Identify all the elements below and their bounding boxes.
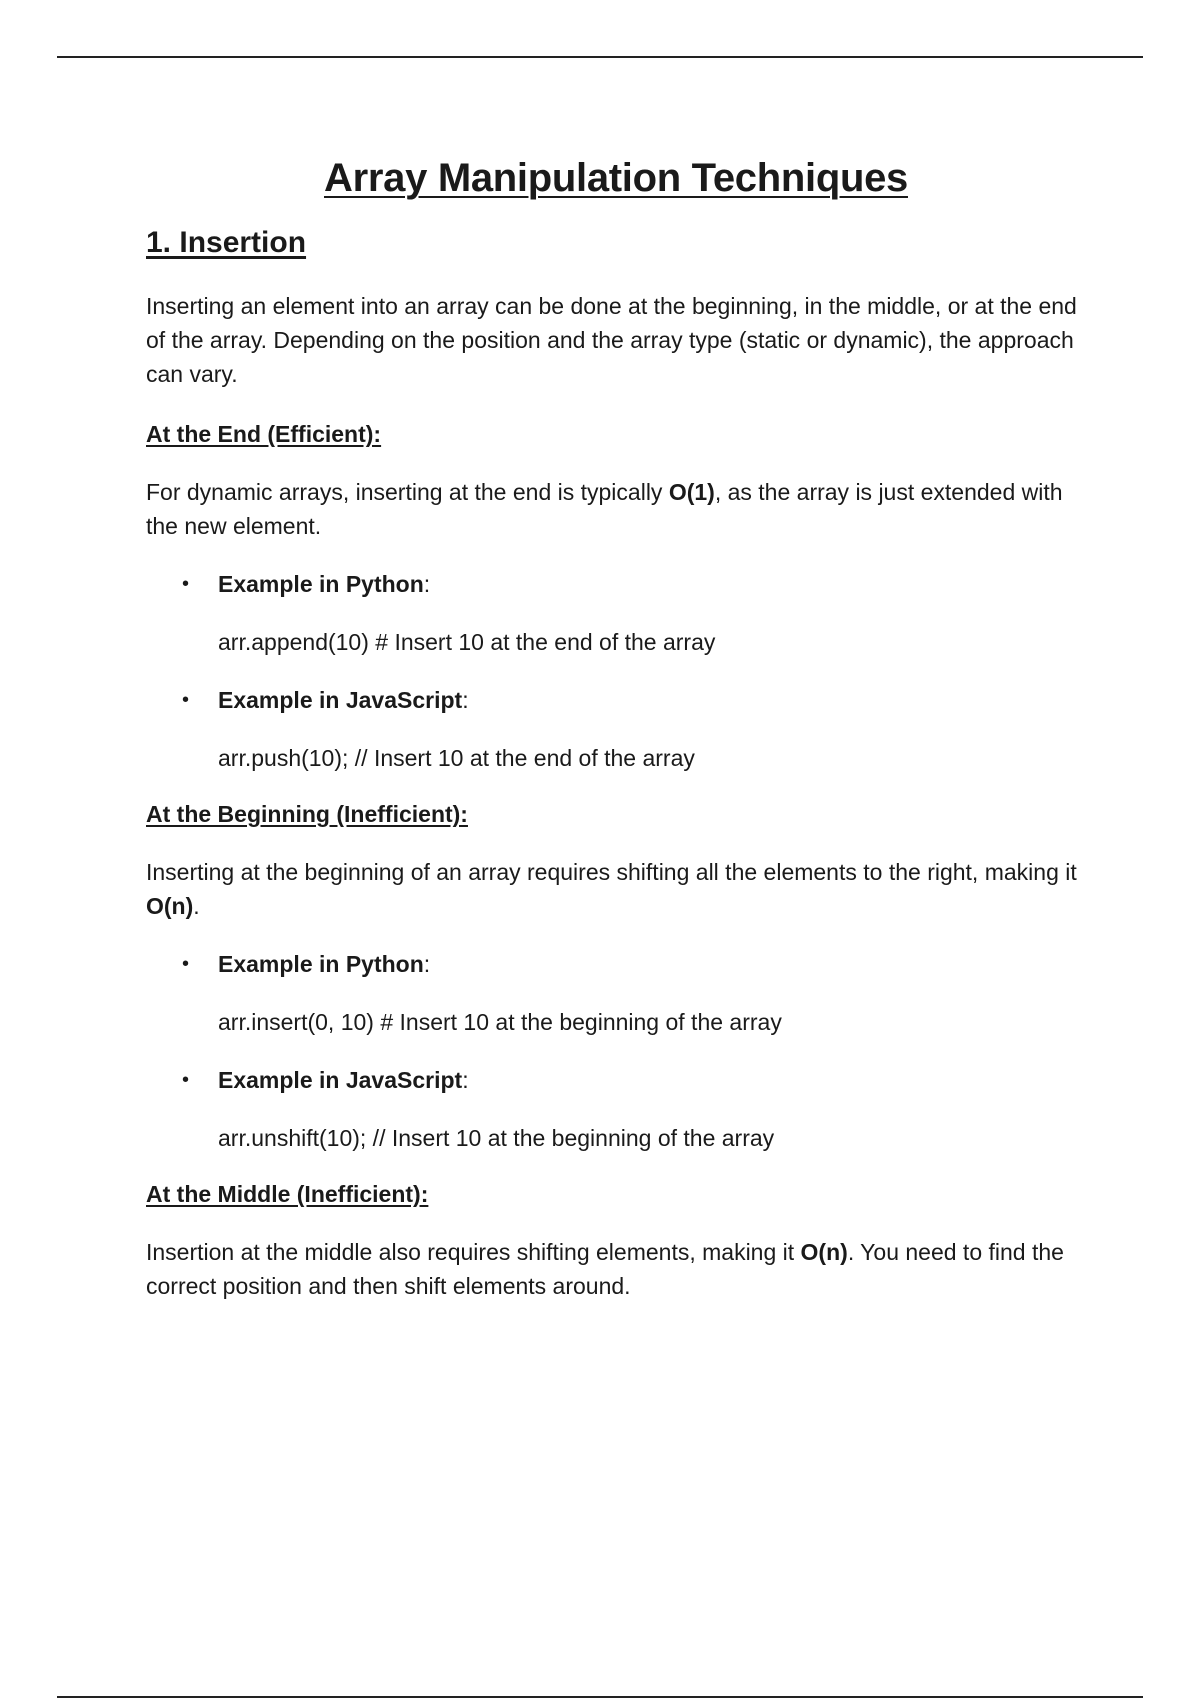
complexity-label: O(n) [800, 1239, 848, 1265]
bullet-icon: • [182, 689, 190, 711]
top-rule [57, 56, 1143, 58]
subheading-at-end: At the End (Efficient): [146, 421, 382, 447]
example-bullet-javascript [146, 683, 1086, 717]
document-body [146, 140, 1086, 1303]
example-label: Example in JavaScript [218, 1067, 463, 1093]
paragraph-at-end [146, 475, 1086, 543]
code-example-python: arr.insert(0, 10) # Insert 10 at the beginning of the array [218, 1009, 782, 1035]
intro-paragraph: Inserting an element into an array can be done at the beginning, in the middle, or at the end of the array. Depending on the position and the array type (static or dynamic), the approach can vary. [146, 293, 1077, 387]
example-colon: : [462, 1067, 469, 1093]
bullet-icon: • [182, 1069, 190, 1091]
document-title: Array Manipulation Techniques [324, 156, 908, 200]
paragraph-at-middle [146, 1235, 1086, 1303]
code-example-javascript: arr.unshift(10); // Insert 10 at the beginning of the array [218, 1125, 775, 1151]
code-example-javascript: arr.push(10); // Insert 10 at the end of the array [218, 745, 695, 771]
example-label: Example in JavaScript [218, 687, 463, 713]
paragraph-text: For dynamic arrays, inserting at the end is typically [146, 479, 669, 505]
bullet-icon: • [182, 953, 190, 975]
paragraph-text: . [193, 893, 200, 919]
example-label: Example in Python [218, 951, 424, 977]
paragraph-text: . You need to find the correct position and then shift elements around. [146, 1239, 1064, 1299]
paragraph-text: Insertion at the middle also requires shifting elements, making it [146, 1239, 801, 1265]
example-bullet-python [146, 567, 1086, 601]
complexity-label: O(n) [146, 893, 194, 919]
example-label: Example in Python [218, 571, 424, 597]
complexity-label: O(1) [668, 479, 715, 505]
subheading-at-middle: At the Middle (Inefficient): [146, 1181, 429, 1207]
example-colon: : [462, 687, 469, 713]
paragraph-text: , as the array is just extended with the new element. [146, 479, 1063, 539]
section-heading-insertion: 1. Insertion [146, 226, 307, 259]
example-bullet-python [146, 947, 1086, 981]
example-colon: : [423, 951, 431, 977]
paragraph-text: Inserting at the beginning of an array requires shifting all the elements to the right, making it [146, 859, 1077, 885]
bottom-rule [57, 1696, 1143, 1698]
example-bullet-javascript [146, 1063, 1086, 1097]
subheading-at-beginning: At the Beginning (Inefficient): [146, 801, 468, 827]
bullet-icon: • [182, 573, 190, 595]
code-example-python: arr.append(10) # Insert 10 at the end of the array [218, 629, 716, 655]
example-colon: : [423, 571, 431, 597]
paragraph-at-beginning [146, 855, 1086, 923]
